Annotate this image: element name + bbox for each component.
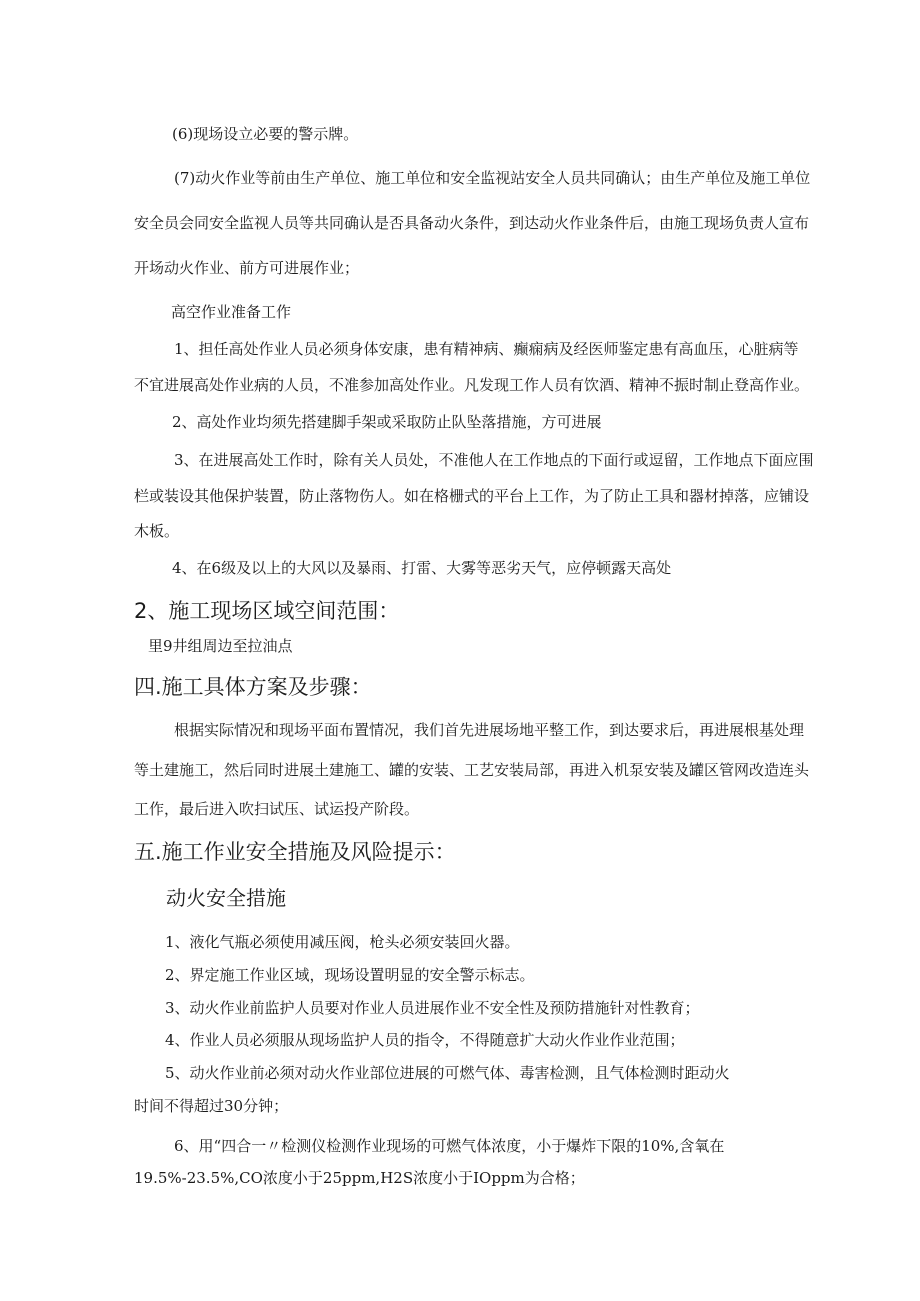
list-item: 2、高处作业均须先搭建脚手架或采取防止队坠落措施，方可进展 [172, 413, 602, 431]
list-item: 4、在6级及以上的大风以及暴雨、打雷、大雾等恶劣天气，应停顿露天高处 [172, 559, 672, 577]
paragraph-line: 工作，最后进入吹扫试压、试运投产阶段。 [134, 800, 420, 818]
list-item: 栏或装设其他保护装置，防止落物伤人。如在格栅式的平台上工作，为了防止工具和器材掉落，应铺设 [134, 487, 810, 505]
list-item: 1、担任高处作业人员必须身体安康，患有精神病、癫痫病及经医师鉴定患有高血压，心脏病等 [174, 340, 799, 358]
paragraph-line: 根据实际情况和现场平面布置情况，我们首先进展场地平整工作，到达要求后，再进展根基处理 [174, 721, 805, 739]
paragraph-line: 等土建施工，然后同时进展土建施工、罐的安装、工艺安装局部，再进入机泵安装及罐区管网改造连头 [134, 761, 810, 779]
section-heading: 2、施工现场区域空间范围： [134, 599, 400, 623]
paragraph-line: 开场动火作业、前方可进展作业； [134, 259, 360, 277]
paragraph-line: 安全员会同安全监视人员等共同确认是否具备动火条件，到达动火作业条件后，由施工现场负责人宣布 [134, 214, 810, 232]
list-item: 6、用“四合一〃检测仪检测作业现场的可燃气体浓度，小于爆炸下限的10%,含氧在 [174, 1137, 725, 1155]
subheading: 动火安全措施 [166, 886, 286, 910]
list-item: 时间不得超过30分钟； [134, 1097, 289, 1115]
list-item: 木板。 [134, 522, 180, 540]
subheading: 高空作业准备工作 [171, 303, 292, 321]
list-item: 5、动火作业前必须对动火作业部位进展的可燃气体、毒害检测，且气体检测时距动火 [165, 1064, 730, 1082]
list-item: 3、在进展高处工作时，除有关人员处，不准他人在工作地点的下面行或逗留，工作地点下面应围 [174, 451, 814, 469]
paragraph-line: (6)现场设立必要的警示牌。 [172, 125, 359, 143]
list-item: 不宜进展高处作业病的人员，不准参加高处作业。凡发现工作人员有饮酒、精神不振时制止登高作业。 [134, 376, 810, 394]
list-item: 3、动火作业前监护人员要对作业人员进展作业不安全性及预防措施针对性教育； [165, 999, 700, 1017]
list-item: 4、作业人员必须服从现场监护人员的指令，不得随意扩大动火作业作业范围； [165, 1031, 685, 1049]
paragraph-line: (7)动火作业等前由生产单位、施工单位和安全监视站安全人员共同确认；由生产单位及施工单位 [174, 169, 811, 187]
list-item: 19.5%-23.5%,CO浓度小于25ppm,H2S浓度小于IOppm为合格； [134, 1169, 585, 1187]
section-heading: 五.施工作业安全措施及风险提示： [134, 840, 456, 864]
list-item: 2、界定施工作业区域，现场设置明显的安全警示标志。 [165, 966, 535, 984]
section-heading: 四.施工具体方案及步骤： [134, 675, 372, 699]
paragraph-line: 里9井组周边至拉油点 [148, 637, 293, 655]
list-item: 1、液化气瓶必须使用减压阀，枪头必须安装回火器。 [165, 933, 520, 951]
